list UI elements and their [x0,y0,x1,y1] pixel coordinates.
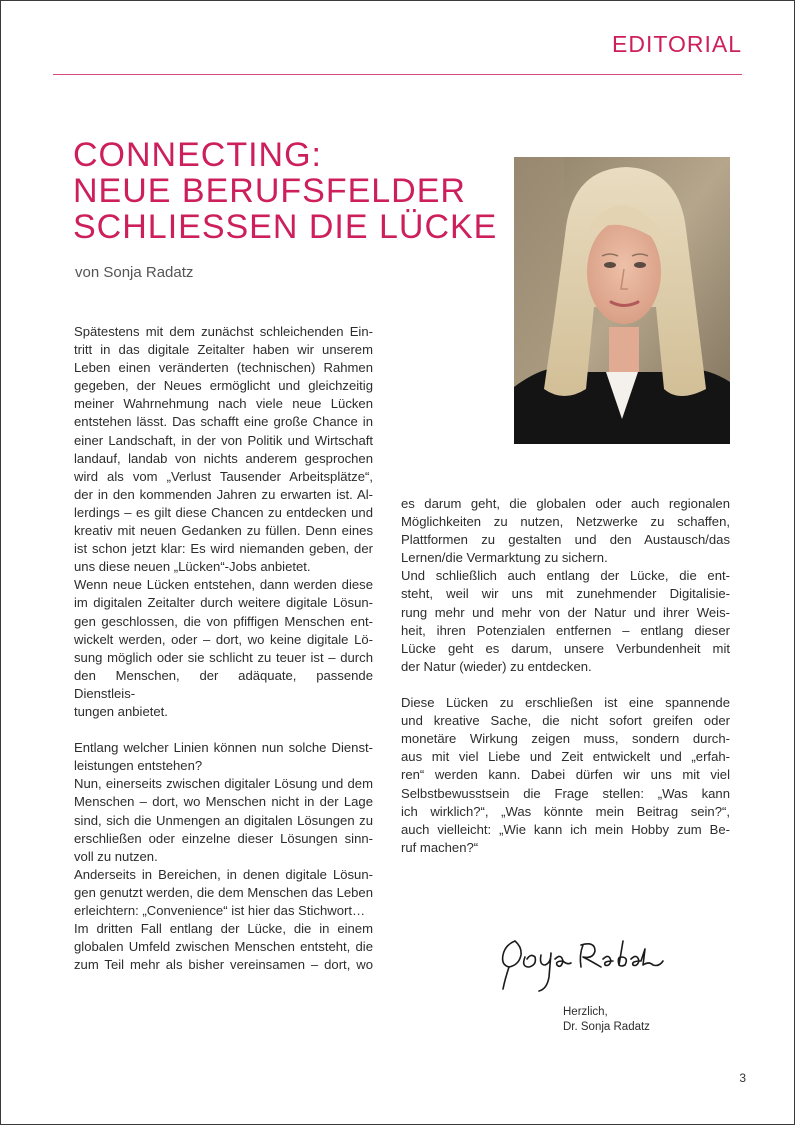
text-line: gen geschlossen, die von pfiffigen Menschen ent- [74,613,373,629]
text-line: Menschen – dort, wo Menschen nicht in der Lage [74,794,373,810]
byline: von Sonja Radatz [75,264,194,281]
paragraph [74,576,373,721]
text-line: Lücke geht es darum, unsere Verbundenheit mit [401,640,730,656]
article-title [73,137,503,245]
closing-greeting: Herzlich, [563,1006,608,1018]
text-line: gegeben, der Neues ermöglicht und gleichzeitig [74,378,373,394]
article-body-right [401,495,730,857]
text-line: Anderseits in Bereichen, in denen digitale Lösun- [74,866,373,882]
text-line: meiner Wahrnehmung nach viele neue Lücken [74,396,373,412]
text-line: voll zu nutzen. [74,848,158,864]
title-line: NEUE BERUFSFELDER [73,172,466,210]
text-line: zum Teil mehr als bisher vereinsamen – dort, wo [74,957,373,973]
text-line: ruf machen?“ [401,839,479,855]
text-line: sind, sich die Unmengen an digitalen Lösungen zu [74,812,373,828]
author-portrait [514,157,730,444]
text-line: und kreative Sache, die nicht sofort greifen oder [401,713,730,729]
title-line: SCHLIESSEN DIE LÜCKE [73,208,498,246]
text-line: lerdings – es gilt diese Chancen zu entdecken und [74,504,373,520]
paragraph [74,866,373,920]
text-line: den Menschen, der adäquate, passende Dienstleis- [74,667,373,701]
text-line: steht, weil wir uns mit zunehmender Digitalisie- [401,586,730,602]
text-line: Spätestens mit dem zunächst schleichenden Ein- [74,324,373,339]
text-line: Diese Lücken zu erschließen ist eine spannende [401,695,730,711]
text-line: Leben einen veränderten (technischen) Rahmen [74,360,373,376]
text-line: Lernen/die Vermarktung zu sichern. [401,550,608,566]
paragraph [74,323,373,576]
text-line: tritt in das digitale Zeitalter haben wir unserem [74,342,373,358]
text-line: globalen Umfeld zwischen Menschen entsteht, die [74,939,373,955]
text-line: wird als vom „Verlust Tausender Arbeitsplätze“, [74,468,373,484]
paragraph [74,775,373,865]
text-line: erschließen oder einzelne dieser Lösungen sinn- [74,830,373,846]
text-line: ich wirklich?“, „Was könnte mein Beitrag sein?“, [401,803,730,819]
paragraph [401,567,730,676]
text-line: sung möglich oder sie schlicht zu teuer ist – durch [74,649,373,665]
article-body-left [74,323,373,974]
text-line: es darum geht, die globalen oder auch regionalen [401,496,730,511]
closing-name: Dr. Sonja Radatz [563,1021,650,1033]
paragraph [74,920,373,974]
text-line: Im dritten Fall entlang der Lücke, die in einem [74,921,373,937]
text-line: Wenn neue Lücken entstehen, dann werden diese [74,577,373,593]
text-line: erleichtern: „Convenience“ ist hier das Stichwort… [74,903,366,918]
text-line: einer Landschaft, in der von Politik und Wirtschaft [74,432,373,448]
text-line: rung mehr und mehr von der Natur und ihrer Weis- [401,604,730,620]
text-line: leistungen entstehen? [74,758,203,774]
text-line: heit, ihren Potenzialen entfernen – entlang dieser [401,622,730,638]
text-line: der Natur (wieder) zu entdecken. [401,658,592,674]
section-label: EDITORIAL [612,31,742,57]
paragraph [401,495,730,567]
paragraph [74,739,373,775]
text-line: der in den kommenden Jahren zu erwarten ist. Al- [74,486,373,502]
closing-signoff [563,1005,650,1035]
text-line: landauf, landab von nichts anderem gesprochen [74,450,373,466]
title-line: CONNECTING: [73,136,322,174]
text-line: im digitalen Zeitalter durch weitere digitale Lösun- [74,595,373,611]
page-number: 3 [739,1071,746,1085]
text-line: Und schließlich auch entlang der Lücke, die ent- [401,568,730,584]
paragraph [401,694,730,857]
text-line: uns diese neuen „Lücken“-Jobs anbietet. [74,559,311,575]
text-line: auch vielleicht: „Wie kann ich mein Hobby zum Be- [401,821,730,837]
text-line: monetäre Wirkung zeigen muss, sondern durch- [401,731,730,747]
text-line: wickelt werden, oder – dort, wo keine digitale Lö- [74,631,373,647]
text-line: Nun, einerseits zwischen digitaler Lösung und dem [74,776,373,792]
text-line: ren“ werden kann. Dabei dürfen wir uns mit viel [401,767,730,783]
text-line: kreativ mit neuen Gedanken zu füllen. Denn eines [74,523,373,539]
header-rule [53,74,742,75]
text-line: Plattformen zu gestalten und den Austausch/das [401,532,730,548]
text-line: Entlang welcher Linien können nun solche Dienst- [74,740,373,756]
text-line: Selbstbewusstsein die Frage stellen: „Was kann [401,785,730,801]
text-line: Möglichkeiten zu nutzen, Netzwerke zu schaffen, [401,514,730,530]
text-line: ist schon jetzt klar: Es wird niemanden geben, der [74,541,373,557]
text-line: entstehen lässt. Das schafft eine große Chance in [74,414,373,430]
handwritten-signature [491,931,671,1001]
text-line: gen genutzt werden, die dem Menschen das Leben [74,884,373,900]
text-line: aus mit viel Liebe und Zeit entwickelt und „erfah- [401,749,730,765]
text-line: tungen anbietet. [74,703,168,719]
